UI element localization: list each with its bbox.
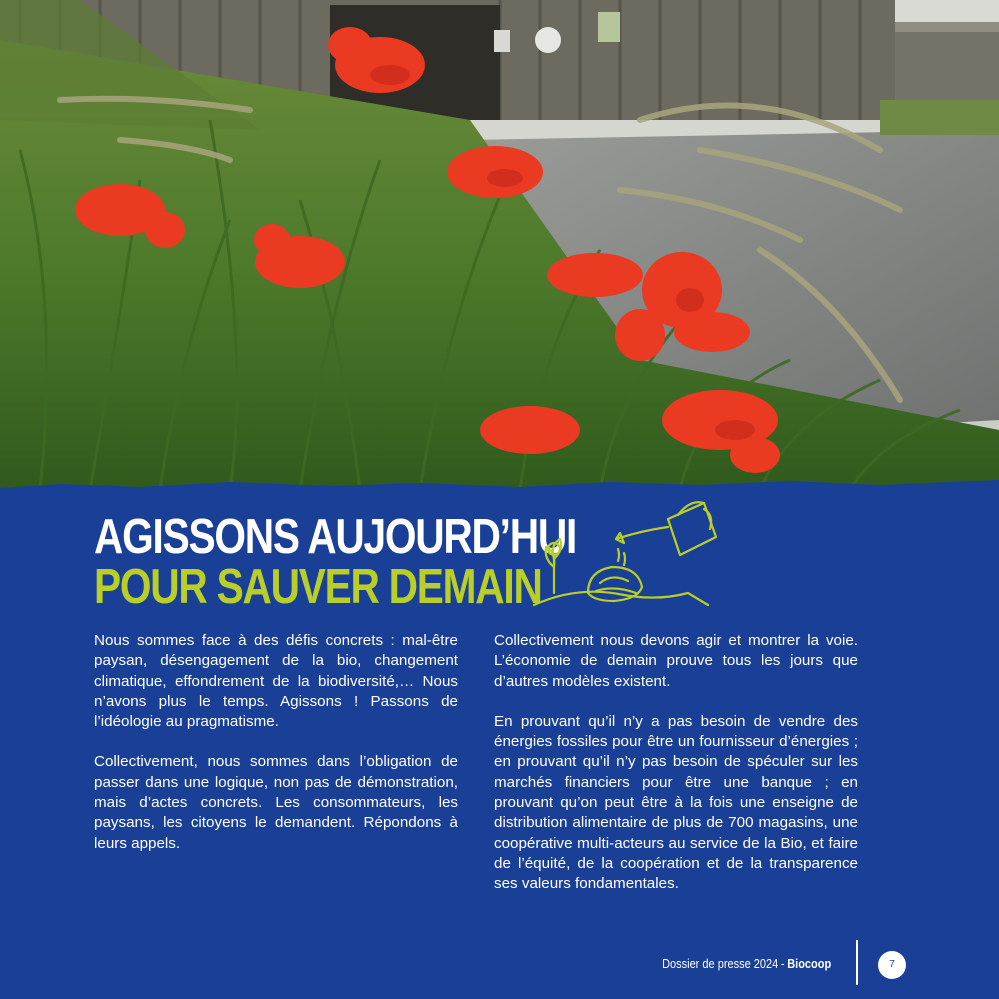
body-column-right: [494, 631, 858, 915]
paragraph: En prouvant qu’il n’y a pas besoin de vendre des énergies fossiles pour être un fournisseur d’énergies ; en prouvant qu’il n’y pas besoin de spéculer sur les marchés financiers pour être une banque ; en prouvant qu’on peut être à la fois une enseigne de distribution alimentaire de plus de 700 magasins, une coopérative multi-acteurs au service de la Bio, et faire de l’équité, de la coopération et de la transparence ses valeurs fondamentales.: [494, 712, 858, 893]
footer-divider: [856, 940, 858, 985]
watering-can-plant-icon: [528, 497, 723, 609]
paragraph: Collectivement, nous sommes dans l’obligation de passer dans une logique, non pas de démonstration, mais d’actes concrets. Les consommateurs, les paysans, les citoyens le demandent. Répondons à leurs appels.: [94, 753, 458, 852]
body-column-left: [94, 631, 458, 874]
page-title: [94, 512, 576, 612]
poppy-field-photo: [0, 0, 999, 490]
paragraph: Collectivement nous devons agir et montrer la voie. L’économie de demain prouve tous les jours que d’autres modèles existent.: [494, 632, 858, 690]
header-photo: [0, 0, 999, 490]
footer-brand: Biocoop: [787, 957, 831, 971]
footer-caption: [662, 957, 831, 971]
title-line-2: POUR SAUVER DEMAIN: [94, 560, 542, 614]
page-number: 7: [878, 951, 906, 979]
footer-doc-label: Dossier de presse 2024: [661, 957, 779, 971]
paragraph: Nous sommes face à des défis concrets : mal-être paysan, désengagement de la bio, changement climatique, effondrement de la biodiversité,… Nous n’avons plus le temps. Agissons ! Passons de l’idéologie au pragmatisme.: [94, 632, 458, 731]
footer-separator: -: [780, 957, 785, 971]
title-line-1: AGISSONS AUJOURD’HUI: [94, 510, 577, 564]
